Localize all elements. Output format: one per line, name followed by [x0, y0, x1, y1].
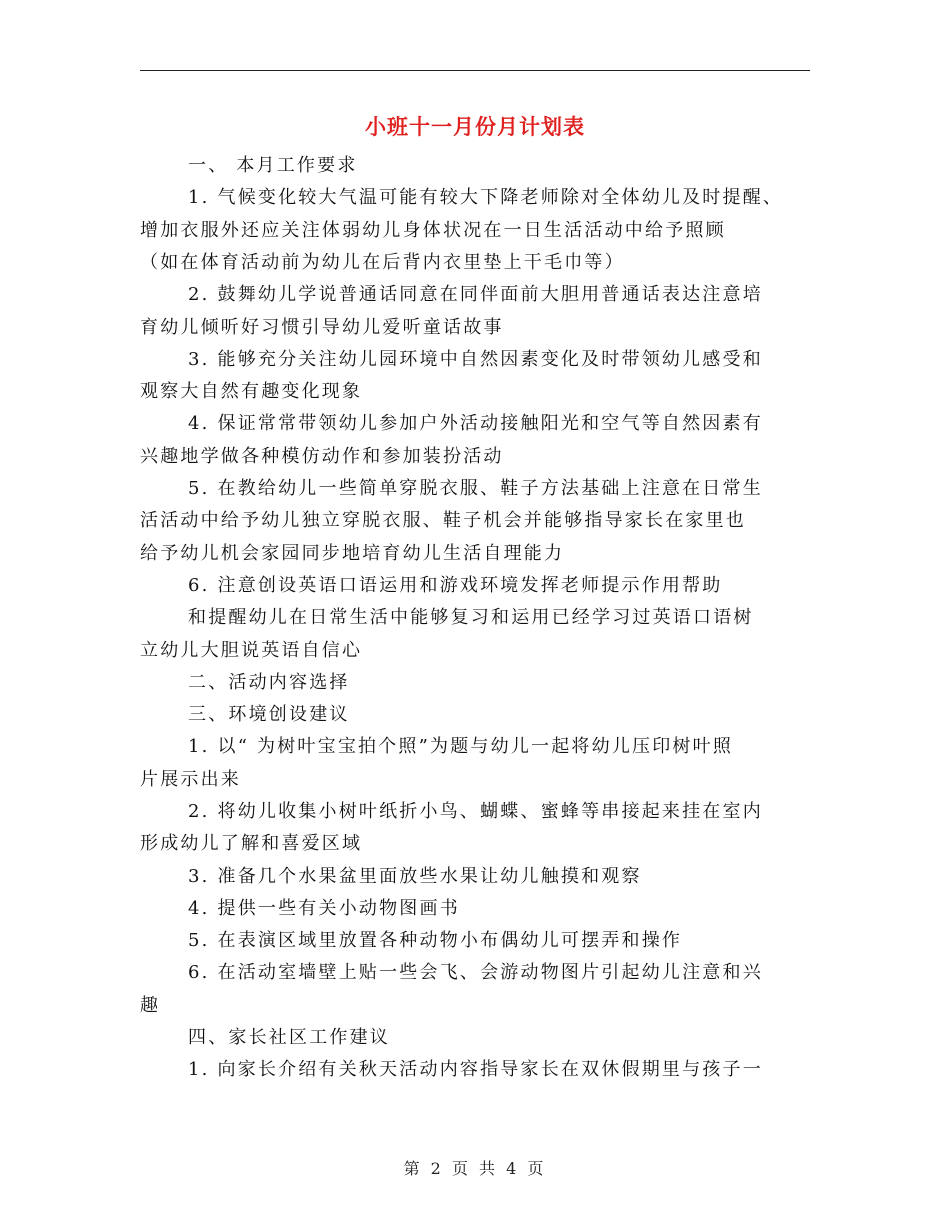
header-rule — [140, 70, 810, 71]
text-line: 5. 在教给幼儿一些简单穿脱衣服、鞋子方法基础上注意在日常生 — [188, 478, 763, 499]
text-line: 1. 以“ 为树叶宝宝拍个照”为题与幼儿一起将幼儿压印树叶照 — [188, 736, 734, 757]
text-line: 四、家长社区工作建议 — [188, 1027, 390, 1048]
page-footer: 第 2 页 共 4 页 — [403, 1159, 547, 1178]
text-line: 2. 鼓舞幼儿学说普通话同意在同伴面前大胆用普通话表达注意培 — [188, 284, 763, 305]
text-line: （如在体育活动前为幼儿在后背内衣里垫上干毛巾等） — [140, 252, 625, 273]
text-line: 片展示出来 — [140, 769, 241, 790]
text-line: 立幼儿大胆说英语自信心 — [140, 640, 363, 661]
text-line: 4. 保证常常带领幼儿参加户外活动接触阳光和空气等自然因素有 — [188, 413, 763, 434]
text-line: 和提醒幼儿在日常生活中能够复习和运用已经学习过英语口语树 — [188, 607, 754, 628]
text-line: 趣 — [140, 995, 161, 1016]
text-line: 三、环境创设建议 — [188, 704, 350, 725]
text-line: 6. 注意创设英语口语运用和游戏环境发挥老师提示作用帮助 — [188, 575, 723, 596]
text-line: 6. 在活动室墙壁上贴一些会飞、会游动物图片引起幼儿注意和兴 — [188, 962, 763, 983]
text-line: 兴趣地学做各种模仿动作和参加装扮活动 — [140, 446, 504, 467]
text-line: 4. 提供一些有关小动物图画书 — [188, 898, 460, 919]
text-line: 育幼儿倾听好习惯引导幼儿爱听童话故事 — [140, 317, 504, 338]
text-line: 二、活动内容选择 — [188, 672, 350, 693]
text-line: 一、 本月工作要求 — [188, 155, 358, 176]
text-line: 给予幼儿机会家园同步地培育幼儿生活自理能力 — [140, 543, 565, 564]
text-line: 2. 将幼儿收集小树叶纸折小鸟、蝴蝶、蜜蜂等串接起来挂在室内 — [188, 801, 763, 822]
text-line: 3. 能够充分关注幼儿园环境中自然因素变化及时带领幼儿感受和 — [188, 349, 763, 370]
document-title: 小班十一月份月计划表 — [365, 114, 585, 139]
text-line: 5. 在表演区域里放置各种动物小布偶幼儿可摆弄和操作 — [188, 930, 683, 951]
text-line: 观察大自然有趣变化现象 — [140, 381, 363, 402]
text-line: 3. 准备几个水果盆里面放些水果让幼儿触摸和观察 — [188, 866, 642, 887]
text-line: 形成幼儿了解和喜爱区域 — [140, 833, 363, 854]
text-line: 增加衣服外还应关注体弱幼儿身体状况在一日生活活动中给予照顾 — [140, 220, 726, 241]
text-line: 1. 向家长介绍有关秋天活动内容指导家长在双休假期里与孩子一 — [188, 1059, 763, 1080]
text-line: 活活动中给予幼儿独立穿脱衣服、鞋子机会并能够指导家长在家里也 — [140, 510, 746, 531]
text-line: 1. 气候变化较大气温可能有较大下降老师除对全体幼儿及时提醒、 — [188, 187, 784, 208]
